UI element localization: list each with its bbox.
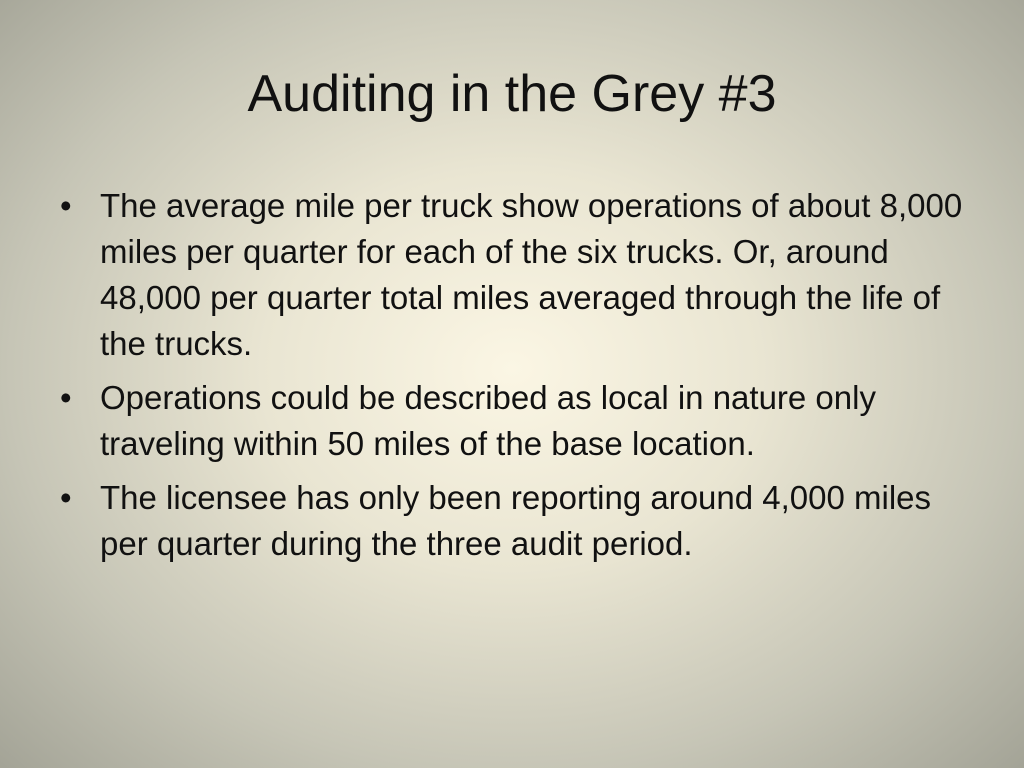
bullet-item [56,375,966,467]
bullet-item [56,475,966,567]
bullet-icon: • [60,379,72,416]
bullet-text: The licensee has only been reporting around 4,000 miles per quarter during the three audit period. [100,479,932,562]
bullet-list [56,183,966,575]
bullet-icon: • [60,187,72,224]
bullet-text: Operations could be described as local in nature only traveling within 50 miles of the base location. [100,379,876,462]
bullet-icon: • [60,479,72,516]
slide-title: Auditing in the Grey #3 [247,65,777,123]
bullet-text: The average mile per truck show operations of about 8,000 miles per quarter for each of the six trucks. Or, around 48,000 per quarter total miles averaged through the life of the trucks. [100,187,963,362]
bullet-item [56,183,966,367]
